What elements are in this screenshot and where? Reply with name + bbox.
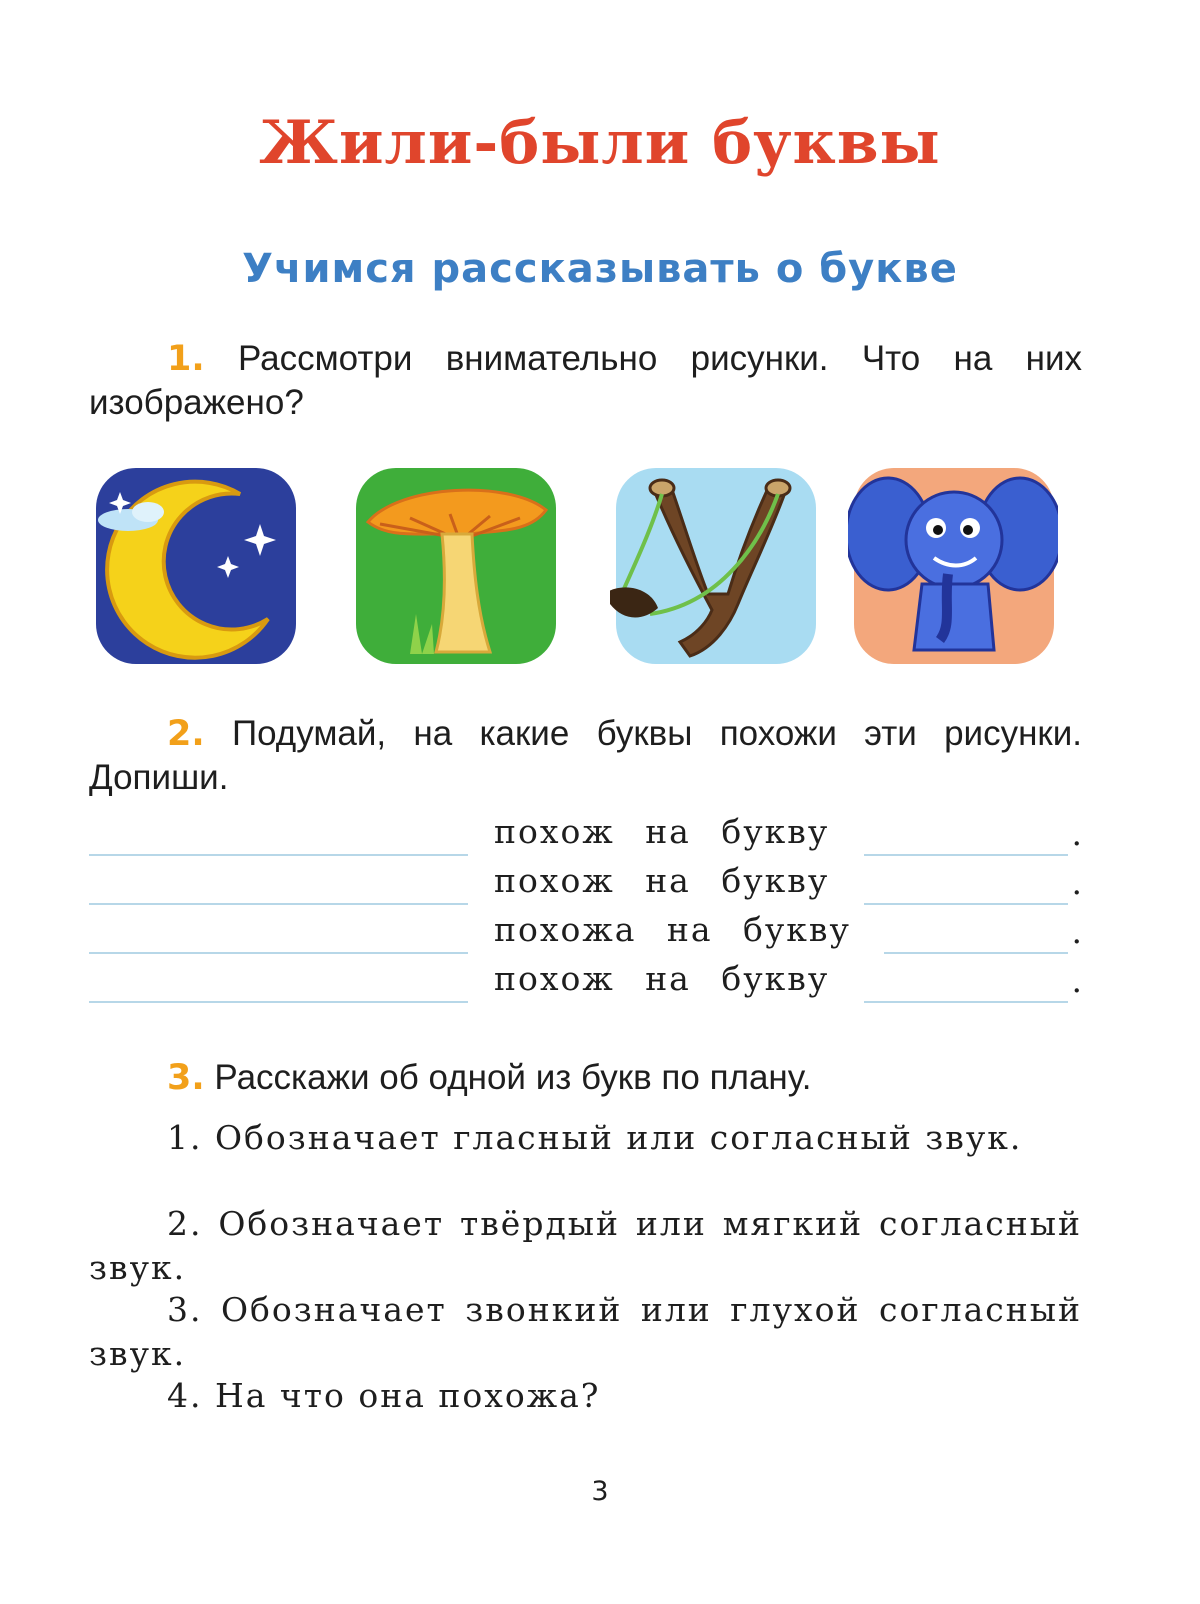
answer-line-object[interactable]: [89, 854, 468, 856]
fill-row-end: .: [1071, 912, 1082, 951]
fill-row-phrase: похожа на букву: [494, 910, 851, 949]
answer-line-letter[interactable]: [864, 854, 1068, 856]
task-2: [89, 712, 1082, 800]
answer-line-object[interactable]: [89, 952, 468, 954]
fill-row: [89, 812, 1082, 858]
task-1-number: 1.: [167, 339, 205, 379]
mushroom-icon: [350, 464, 560, 670]
answer-line-letter[interactable]: [864, 1001, 1068, 1003]
lesson-subtitle: Учимся рассказывать о букве: [242, 246, 958, 292]
task-3-text: Расскажи об одной из букв по плану.: [214, 1058, 812, 1097]
plan-item: 2. Обозначает твёрдый или мягкий согласный звук.: [89, 1204, 1082, 1287]
slingshot-icon: [610, 464, 820, 670]
fill-row-end: .: [1071, 961, 1082, 1000]
fill-row: [89, 959, 1082, 1005]
answer-line-letter[interactable]: [884, 952, 1068, 954]
page-title: Жили-были буквы: [259, 108, 941, 178]
answer-line-object[interactable]: [89, 903, 468, 905]
pictures-row: [0, 464, 1200, 670]
fill-row-phrase: похож на букву: [494, 959, 830, 998]
mushroom-picture: [350, 464, 560, 670]
answer-line-letter[interactable]: [864, 903, 1068, 905]
task-2-number: 2.: [167, 714, 205, 754]
task-2-text: Подумай, на какие буквы похожи эти рисунки. Допиши.: [89, 714, 1083, 797]
crescent-moon-picture: [90, 464, 300, 670]
task-1-text: Рассмотри внимательно рисунки. Что на них изображено?: [89, 339, 1082, 422]
task-1: [89, 337, 1082, 425]
fill-row-phrase: похож на букву: [494, 812, 830, 851]
slingshot-picture: [610, 464, 820, 670]
fill-row-end: .: [1071, 814, 1082, 853]
fill-row: [89, 861, 1082, 907]
plan-item: 4. На что она похожа?: [167, 1376, 601, 1415]
fill-row: [89, 910, 1082, 956]
fill-row-phrase: похож на букву: [494, 861, 830, 900]
plan-item: 3. Обозначает звонкий или глухой согласный звук.: [89, 1290, 1082, 1373]
task-3: [89, 1056, 1082, 1100]
answer-line-object[interactable]: [89, 1001, 468, 1003]
crescent-moon-icon: [90, 464, 300, 670]
plan-item: 1. Обозначает гласный или согласный звук.: [167, 1118, 1023, 1157]
fill-row-end: .: [1071, 863, 1082, 902]
page-number: 3: [591, 1476, 609, 1507]
elephant-icon: [848, 464, 1058, 670]
elephant-picture: [848, 464, 1058, 670]
task-3-number: 3.: [167, 1058, 205, 1098]
